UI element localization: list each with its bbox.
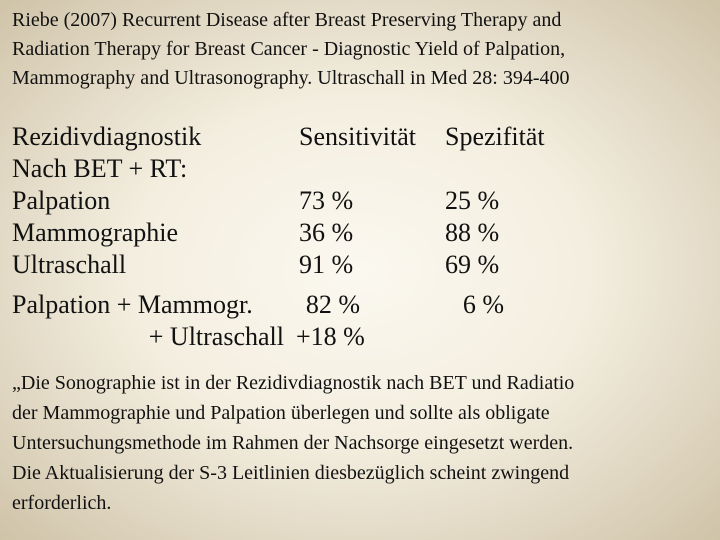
row-label: Mammographie <box>12 218 179 247</box>
header-specificity: Spezifität <box>445 122 545 151</box>
table-header-row <box>12 121 612 153</box>
row-sensitivity: 91 % <box>299 250 354 279</box>
row-specificity: 25 % <box>445 186 500 215</box>
row-sensitivity: 36 % <box>299 218 354 247</box>
addition-label: + Ultraschall <box>148 322 284 351</box>
row-specificity: 69 % <box>445 250 500 279</box>
table-row <box>12 185 612 217</box>
conclusion-line-2: der Mammographie und Palpation überlegen und sollte als obligate <box>12 402 550 424</box>
row-sensitivity: 73 % <box>299 186 354 215</box>
table-row <box>12 217 612 249</box>
combo-sensitivity: 82 % <box>305 290 360 319</box>
conclusion-line-5: erforderlich. <box>12 492 112 514</box>
conclusion-line-3: Untersuchungsmethode im Rahmen der Nachsorge eingesetzt werden. <box>12 432 574 454</box>
subheader-label: Nach BET + RT: <box>12 154 188 183</box>
addition-row <box>12 321 612 353</box>
table-subheader-row <box>12 153 612 185</box>
conclusion-line-4: Die Aktualisierung der S-3 Leitlinien diesbezüglich scheint zwingend <box>12 462 570 484</box>
diagnostic-yield-table <box>12 121 612 353</box>
row-label: Ultraschall <box>12 250 127 279</box>
citation-line-1: Riebe (2007) Recurrent Disease after Breast Preserving Therapy and <box>12 9 562 31</box>
row-specificity: 88 % <box>445 218 500 247</box>
header-label: Rezidivdiagnostik <box>12 122 202 151</box>
citation-line-3: Mammography and Ultrasonography. Ultraschall in Med 28: 394-400 <box>12 67 570 89</box>
conclusion-line-1: „Die Sonographie ist in der Rezidivdiagnostik nach BET und Radiatio <box>12 372 575 394</box>
combo-label: Palpation + Mammogr. <box>12 290 253 319</box>
conclusion-quote <box>12 368 712 518</box>
citation-line-2: Radiation Therapy for Breast Cancer - Diagnostic Yield of Palpation, <box>12 38 566 60</box>
citation <box>12 6 712 93</box>
combo-row <box>12 289 612 321</box>
header-sensitivity: Sensitivität <box>299 122 416 151</box>
addition-sensitivity: +18 % <box>296 322 365 351</box>
table-row <box>12 249 612 281</box>
combo-specificity: 6 % <box>462 290 504 319</box>
row-label: Palpation <box>12 186 111 215</box>
